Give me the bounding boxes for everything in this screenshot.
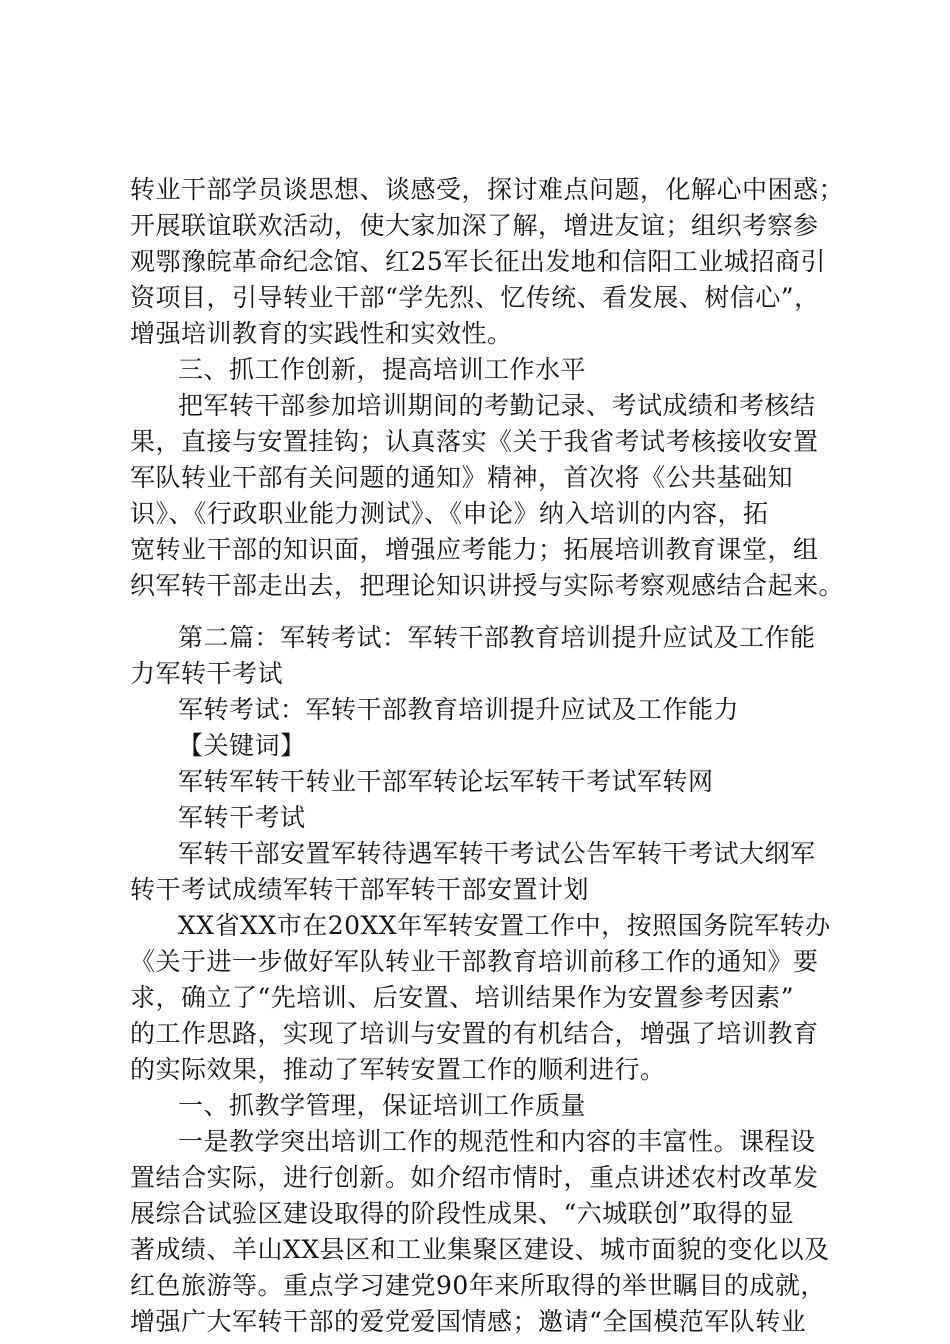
body-line: 一是教学突出培训工作的规范性和内容的丰富性。课程设	[178, 1127, 816, 1156]
tags-line: 军转干部安置军转待遇军转干考试公告军转干考试大纲军	[178, 839, 816, 868]
body-line: 观鄂豫皖革命纪念馆、红25军长征出发地和信阳工业城招商引	[130, 247, 826, 276]
body-line: XX省XX市在20XX年军转安置工作中，按照国务院军转办	[178, 911, 831, 940]
body-line: 把军转干部参加培训期间的考勤记录、考试成绩和考核结	[178, 391, 816, 420]
section-heading: 三、抓工作创新，提高培训工作水平	[178, 355, 587, 384]
tags-line: 转干考试成绩军转干部军转干部安置计划	[130, 875, 590, 904]
body-line: 增强广大军转干部的爱党爱国情感；邀请“全国模范军队转业	[130, 1307, 807, 1336]
body-line: 宽转业干部的知识面，增强应考能力；拓展培训教育课堂，组	[130, 535, 819, 564]
body-line: 的实际效果，推动了军转安置工作的顺利进行。	[130, 1055, 666, 1084]
body-line: 的工作思路，实现了培训与安置的有机结合，增强了培训教育	[130, 1019, 819, 1048]
body-line: 《关于进一步做好军队转业干部教育培训前移工作的通知》要	[130, 947, 819, 976]
body-line: 展综合试验区建设取得的阶段性成果、“六城联创”取得的显	[130, 1199, 795, 1228]
chapter-title: 力军转干考试	[130, 659, 284, 688]
body-line: 织军转干部走出去，把理论知识讲授与实际考察观感结合起来。	[130, 571, 845, 600]
body-line: 资项目，引导转业干部“学先烈、忆传统、看发展、树信心”，	[130, 283, 820, 312]
keywords-line: 军转干考试	[178, 803, 306, 832]
body-line: 果，直接与安置挂钩；认真落实《关于我省考试考核接收安置	[130, 427, 819, 456]
chapter-title: 第二篇：军转考试：军转干部教育培训提升应试及工作能	[178, 623, 816, 652]
body-line: 求，确立了“先培训、后安置、培训结果作为安置参考因素”	[130, 983, 795, 1012]
body-line: 军队转业干部有关问题的通知》精神，首次将《公共基础知	[130, 463, 794, 492]
body-line: 红色旅游等。重点学习建党90年来所取得的举世瞩目的成就，	[130, 1271, 826, 1300]
body-line: 增强培训教育的实践性和实效性。	[130, 319, 513, 348]
body-line: 著成绩、羊山XX县区和工业集聚区建设、城市面貌的变化以及	[130, 1235, 830, 1264]
body-line: 转业干部学员谈思想、谈感受，探讨难点问题，化解心中困惑；	[130, 175, 845, 204]
keywords-label: 【关键词】	[178, 731, 306, 760]
chapter-subtitle: 军转考试：军转干部教育培训提升应试及工作能力	[178, 695, 740, 724]
body-line: 置结合实际，进行创新。如介绍市情时，重点讲述农村改革发	[130, 1163, 819, 1192]
body-line: 开展联谊联欢活动，使大家加深了解，增进友谊；组织考察参	[130, 211, 819, 240]
keywords-line: 军转军转干转业干部军转论坛军转干考试军转网	[178, 767, 714, 796]
section-heading: 一、抓教学管理，保证培训工作质量	[178, 1091, 587, 1120]
body-line: 识》、《行政职业能力测试》、《申论》纳入培训的内容，拓	[130, 499, 769, 528]
